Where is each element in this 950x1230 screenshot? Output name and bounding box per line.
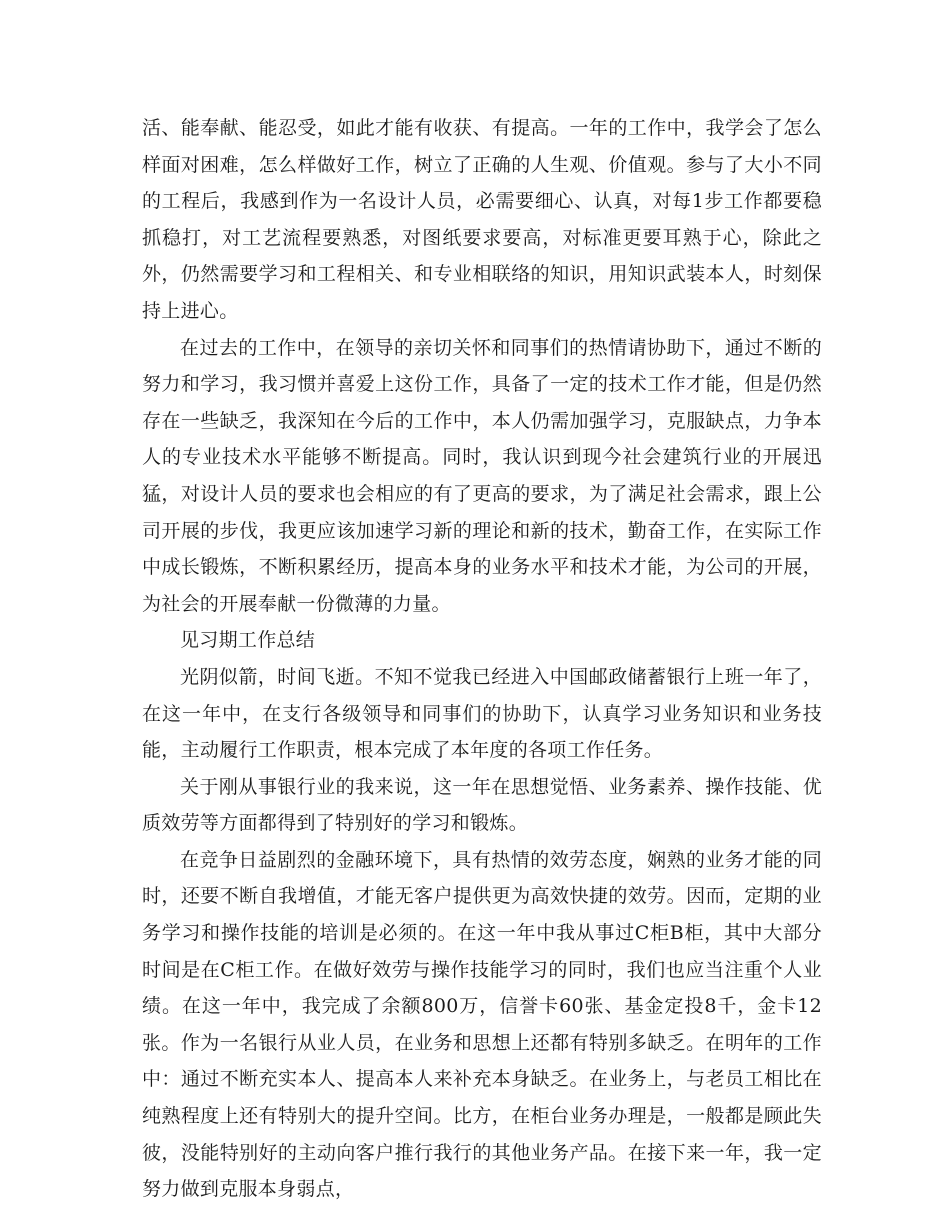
paragraph-body: 在竞争日益剧烈的金融环境下，具有热情的效劳态度，娴熟的业务才能的同时，还要不断自我增值，才能无客户提供更为高效快捷的效劳。因而，定期的业务学习和操作技能的培训是必须的。在这一年中我从事过C柜B柜，其中大部分时间是在C柜工作。在做好效劳与操作技能学习的同时，我们也应当注重个人业绩。在这一年中，我完成了余额800万，信誉卡60张、基金定投8千，金卡12张。作为一名银行从业人员，在业务和思想上还都有特别多缺乏。在明年的工作中：通过不断充实本人、提高本人来补充本身缺乏。在业务上，与老员工相比在纯熟程度上还有特别大的提升空间。比方，在柜台业务办理是，一般都是顾此失彼，没能特别好的主动向客户推行我行的其他业务产品。在接下来一年，我一定努力做到克服本身弱点， xyxy=(142,848,822,1201)
paragraph-body: 在过去的工作中，在领导的亲切关怀和同事们的热情请协助下，通过不断的努力和学习，我习惯并喜爱上这份工作，具备了一定的技术工作才能，但是仍然存在一些缺乏，我深知在今后的工作中，本人仍需加强学习，克服缺点，力争本人的专业技术水平能够不断提高。同时，我认识到现今社会建筑行业的开展迅猛，对设计人员的要求也会相应的有了更高的要求，为了满足社会需求，跟上公司开展的步伐，我更应该加速学习新的理论和新的技术，勤奋工作，在实际工作中成长锻炼，不断积累经历，提高本身的业务水平和技术才能，为公司的开展，为社会的开展奉献一份微薄的力量。 xyxy=(142,336,822,615)
paragraph-continuation: 活、能奉献、能忍受，如此才能有收获、有提高。一年的工作中，我学会了怎么样面对困难，怎么样做好工作，树立了正确的人生观、价值观。参与了大小不同的工程后，我感到作为一名设计人员，必需要细心、认真，对每1步工作都要稳抓稳打，对工艺流程要熟悉，对图纸要求要高，对标准更要耳熟于心，除此之外，仍然需要学习和工程相关、和专业相联络的知识，用知识武装本人，时刻保持上进心。 xyxy=(142,117,822,322)
paragraph-body: 关于刚从事银行业的我来说，这一年在思想觉悟、业务素养、操作技能、优质效劳等方面都得到了特别好的学习和锻炼。 xyxy=(142,775,822,835)
section-heading: 见习期工作总结 xyxy=(180,629,316,652)
paragraph-body: 光阴似箭，时间飞逝。不知不觉我已经进入中国邮政储蓄银行上班一年了，在这一年中，在支行各级领导和同事们的协助下，认真学习业务知识和业务技能，主动履行工作职责，根本完成了本年度的各项工作任务。 xyxy=(142,665,822,762)
